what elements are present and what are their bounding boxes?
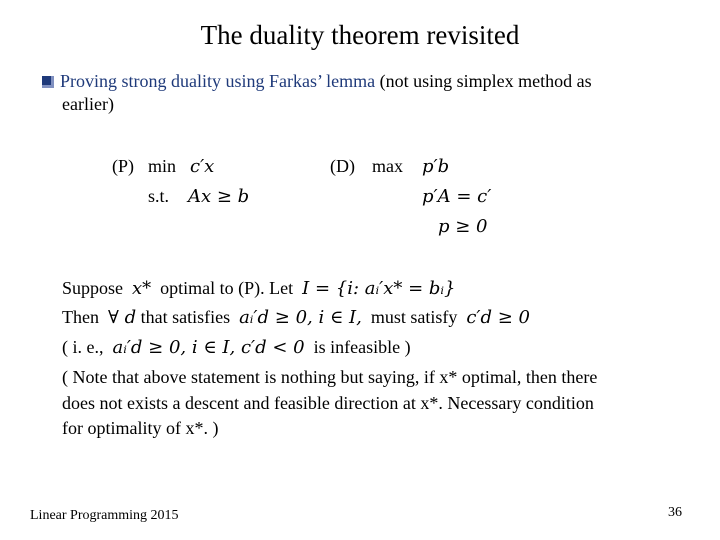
line-note-1: ( Note that above statement is nothing but saying, if x* optimal, then there [62,367,598,387]
square-bullet-icon [42,76,54,88]
dual-constraint-2: p ≥ 0 [438,216,488,237]
line-ie: ( i. e., aᵢ′d ≥ 0, i ∈ I, c′d < 0 is infeasible ) [62,337,411,358]
primal-constraint: Ax ≥ b [188,186,250,207]
primal-label: (P) [112,156,134,176]
page-number: 36 [668,505,682,520]
line-suppose: Suppose x* optimal to (P). Let I = {i: aᵢ′x* = bᵢ} [62,278,456,299]
line-note-3: for optimality of x*. ) [62,418,219,438]
dual-constraint-1: p′A = c′ [422,186,492,207]
footer-course: Linear Programming 2015 [30,508,179,523]
slide-title: The duality theorem revisited [200,20,520,50]
dual-label: (D) [330,156,355,176]
bullet-continuation: earlier) [62,94,114,114]
primal-obj-expr: c′x [190,156,215,177]
line-then: Then ∀ d that satisfies aᵢ′d ≥ 0, i ∈ I, must satisfy c′d ≥ 0 [62,307,531,328]
bullet-rest: (not using simplex method as [375,71,592,91]
bullet-highlight: Proving strong duality using Farkas’ lemma [60,71,376,91]
primal-obj-word: min [148,156,177,176]
bullet-item [42,70,682,93]
primal-st: s.t. [148,186,170,206]
dual-obj-word: max [372,156,403,176]
line-note-2: does not exists a descent and feasible direction at x*. Necessary condition [62,393,594,413]
dual-obj-expr: p′b [422,156,450,177]
